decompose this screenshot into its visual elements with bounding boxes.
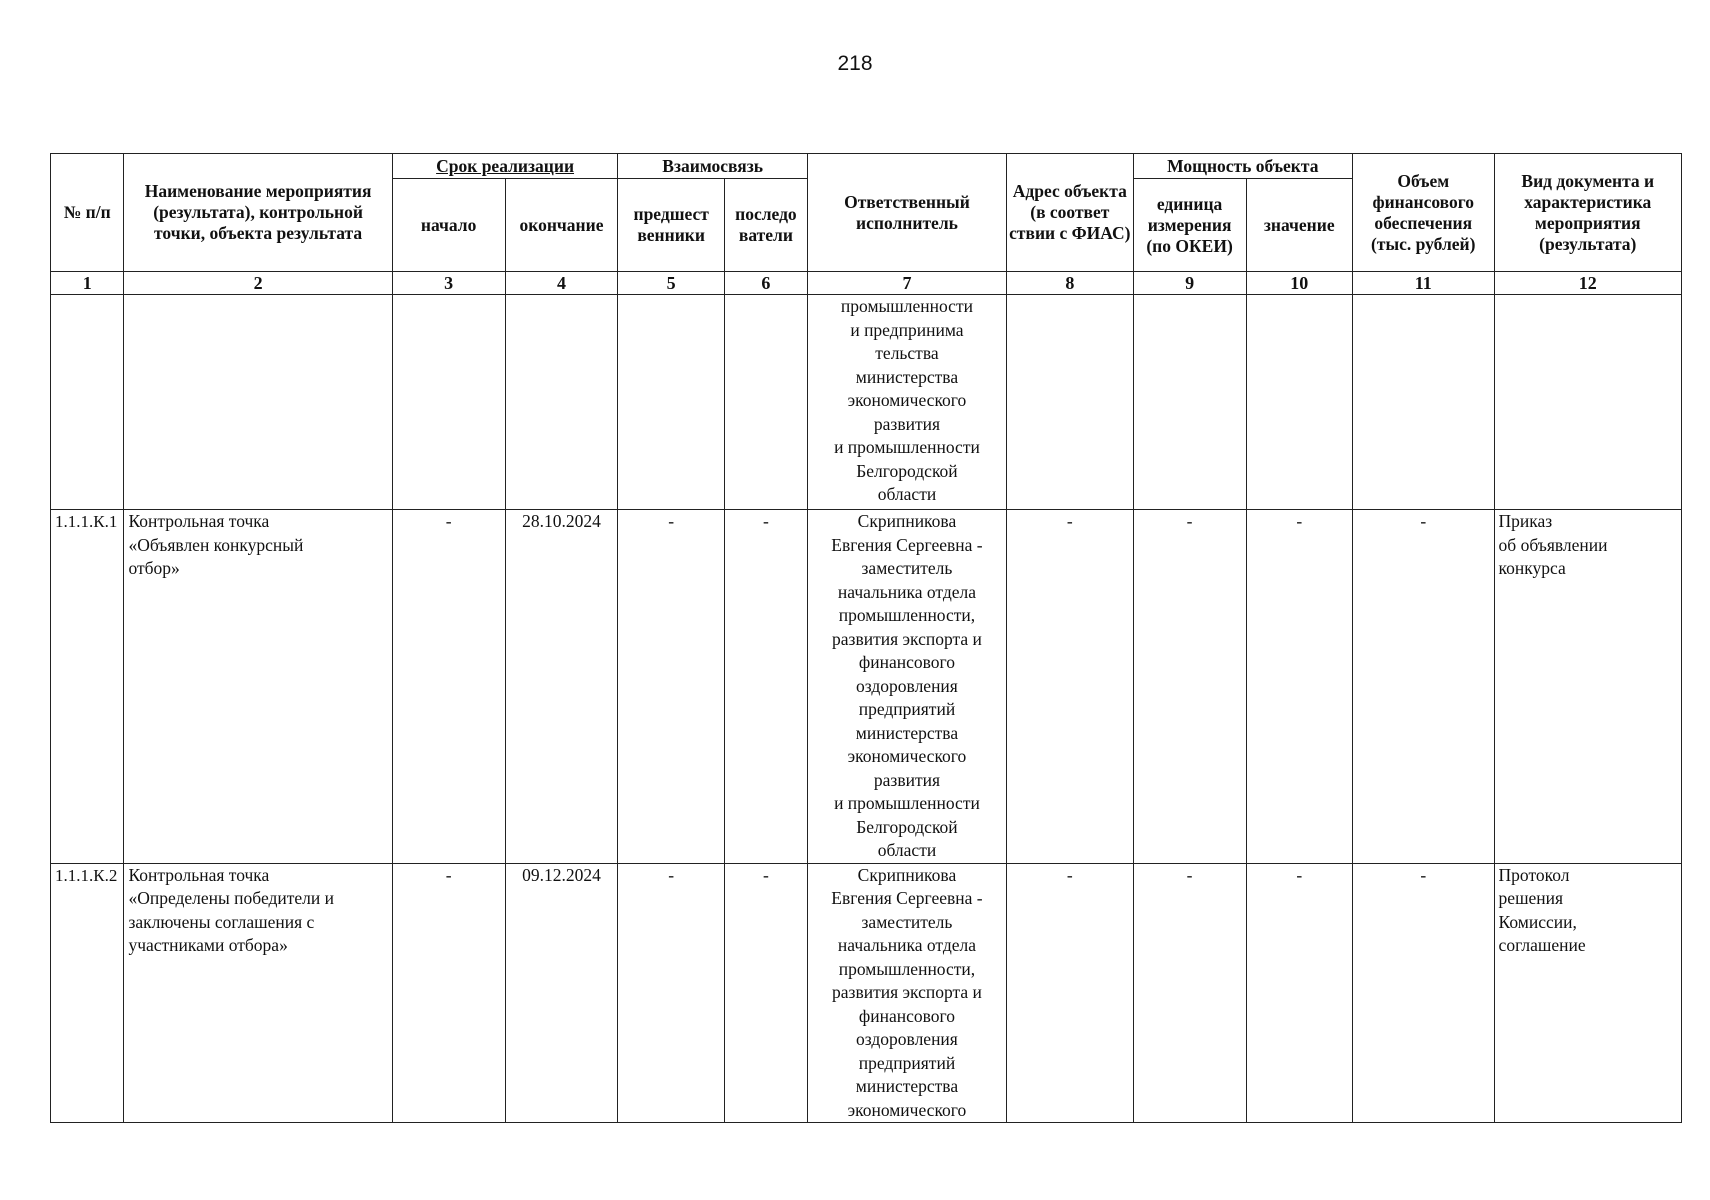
row-responsible: промышленности и предпринима тельства министерства экономического развития и промышленности Белгородской области [807,295,1006,510]
table-row [51,510,1682,864]
header-link-group: Взаимосвязь [618,154,808,179]
header-address: Адрес объекта (в соответ ствии с ФИАС) [1006,154,1133,272]
table-header [51,154,1682,295]
row-doctype: Приказ об объявлении конкурса [1494,510,1681,864]
row-value [1246,295,1352,510]
row-unit: - [1133,510,1246,864]
row-id [51,295,124,510]
column-number: 11 [1352,272,1494,295]
row-successors: - [724,510,807,864]
row-start [392,295,505,510]
header-num: № п/п [51,154,124,272]
column-number: 2 [124,272,392,295]
row-name: Контрольная точка «Объявлен конкурсный отбор» [124,510,392,864]
column-number: 12 [1494,272,1681,295]
header-successors: последо ватели [724,179,807,272]
header-value: значение [1246,179,1352,272]
row-successors [724,295,807,510]
row-address: - [1006,510,1133,864]
row-doctype: Протокол решения Комиссии, соглашение [1494,863,1681,1123]
column-number: 8 [1006,272,1133,295]
row-predecessors: - [618,863,724,1123]
row-finance: - [1352,510,1494,864]
column-number: 4 [505,272,618,295]
page-number: 218 [837,52,873,75]
row-unit: - [1133,863,1246,1123]
row-start: - [392,510,505,864]
header-end: окончание [505,179,618,272]
header-period-group: Срок реализации [392,154,618,179]
activity-plan-table [50,153,1682,1123]
row-responsible: Скрипникова Евгения Сергеевна - заместитель начальника отдела промышленности, развития экспорта и финансового оздоровления предприятий министерства экономического [807,863,1006,1123]
table-row [51,295,1682,510]
row-address: - [1006,863,1133,1123]
column-number: 1 [51,272,124,295]
header-doctype: Вид документа и характеристика мероприятия (результата) [1494,154,1681,272]
column-number: 7 [807,272,1006,295]
row-name: Контрольная точка «Определены победители и заключены соглашения с участниками отбора» [124,863,392,1123]
row-end [505,295,618,510]
header-start: начало [392,179,505,272]
row-predecessors: - [618,510,724,864]
header-capacity-group: Мощность объекта [1133,154,1352,179]
header-name: Наименование мероприятия (результата), контрольной точки, объекта результата [124,154,392,272]
header-predecessors: предшест венники [618,179,724,272]
column-number: 3 [392,272,505,295]
row-id: 1.1.1.К.1 [51,510,124,864]
header-unit: единица измерения (по ОКЕИ) [1133,179,1246,272]
row-end: 28.10.2024 [505,510,618,864]
row-address [1006,295,1133,510]
row-value: - [1246,863,1352,1123]
row-unit [1133,295,1246,510]
header-responsible: Ответственный исполнитель [807,154,1006,272]
row-name [124,295,392,510]
table-row [51,863,1682,1123]
column-number: 9 [1133,272,1246,295]
row-finance: - [1352,863,1494,1123]
row-doctype [1494,295,1681,510]
row-predecessors [618,295,724,510]
row-finance [1352,295,1494,510]
column-number: 5 [618,272,724,295]
column-number-row [51,272,1682,295]
row-start: - [392,863,505,1123]
header-finance: Объем финансового обеспечения (тыс. рублей) [1352,154,1494,272]
row-id: 1.1.1.К.2 [51,863,124,1123]
row-end: 09.12.2024 [505,863,618,1123]
column-number: 10 [1246,272,1352,295]
row-value: - [1246,510,1352,864]
row-responsible: Скрипникова Евгения Сергеевна - заместитель начальника отдела промышленности, развития экспорта и финансового оздоровления предприятий министерства экономического развития и промышленности Белгородской области [807,510,1006,864]
column-number: 6 [724,272,807,295]
row-successors: - [724,863,807,1123]
